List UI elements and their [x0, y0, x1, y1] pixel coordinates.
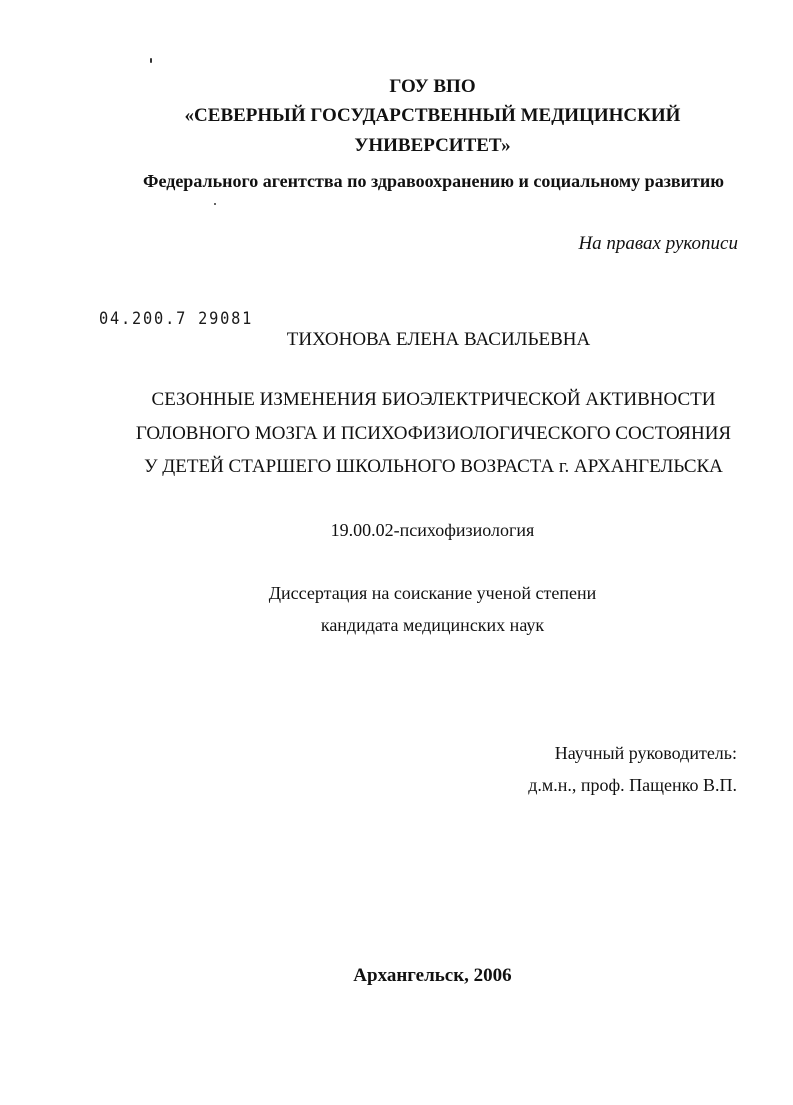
org-name-line-3: УНИВЕРСИТЕТ» — [354, 135, 511, 156]
author-name: ТИХОНОВА ЕЛЕНА ВАСИЛЬЕВНА — [286, 329, 591, 350]
scan-speck — [214, 203, 216, 205]
degree-line-2: кандидата медицинских наук — [320, 615, 545, 635]
title-line-1: СЕЗОННЫЕ ИЗМЕНЕНИЯ БИОЭЛЕКТРИЧЕСКОЙ АКТИВНОСТИ — [151, 389, 716, 410]
scan-speck — [150, 58, 152, 63]
title-line-3: У ДЕТЕЙ СТАРШЕГО ШКОЛЬНОГО ВОЗРАСТА г. АРХАНГЕЛЬСКА — [144, 456, 723, 477]
org-name-line-2: «СЕВЕРНЫЙ ГОСУДАРСТВЕННЫЙ МЕДИЦИНСКИЙ — [184, 105, 681, 126]
catalog-stamp: 04.200.7 29081 — [99, 309, 254, 329]
specialty-code: 19.00.02-психофизиология — [330, 520, 535, 540]
manuscript-note: На правах рукописи — [578, 233, 738, 254]
title-line-2: ГОЛОВНОГО МОЗГА И ПСИХОФИЗИОЛОГИЧЕСКОГО СОСТОЯНИЯ — [135, 423, 732, 444]
place-and-year: Архангельск, 2006 — [353, 965, 512, 986]
agency-line: Федерального агентства по здравоохранению и социальному развитию — [143, 171, 724, 191]
degree-line-1: Диссертация на соискание ученой степени — [268, 583, 597, 603]
supervisor-label: Научный руководитель: — [554, 743, 737, 763]
org-name-line-1: ГОУ ВПО — [389, 76, 476, 97]
supervisor-name: д.м.н., проф. Пащенко В.П. — [528, 775, 737, 795]
